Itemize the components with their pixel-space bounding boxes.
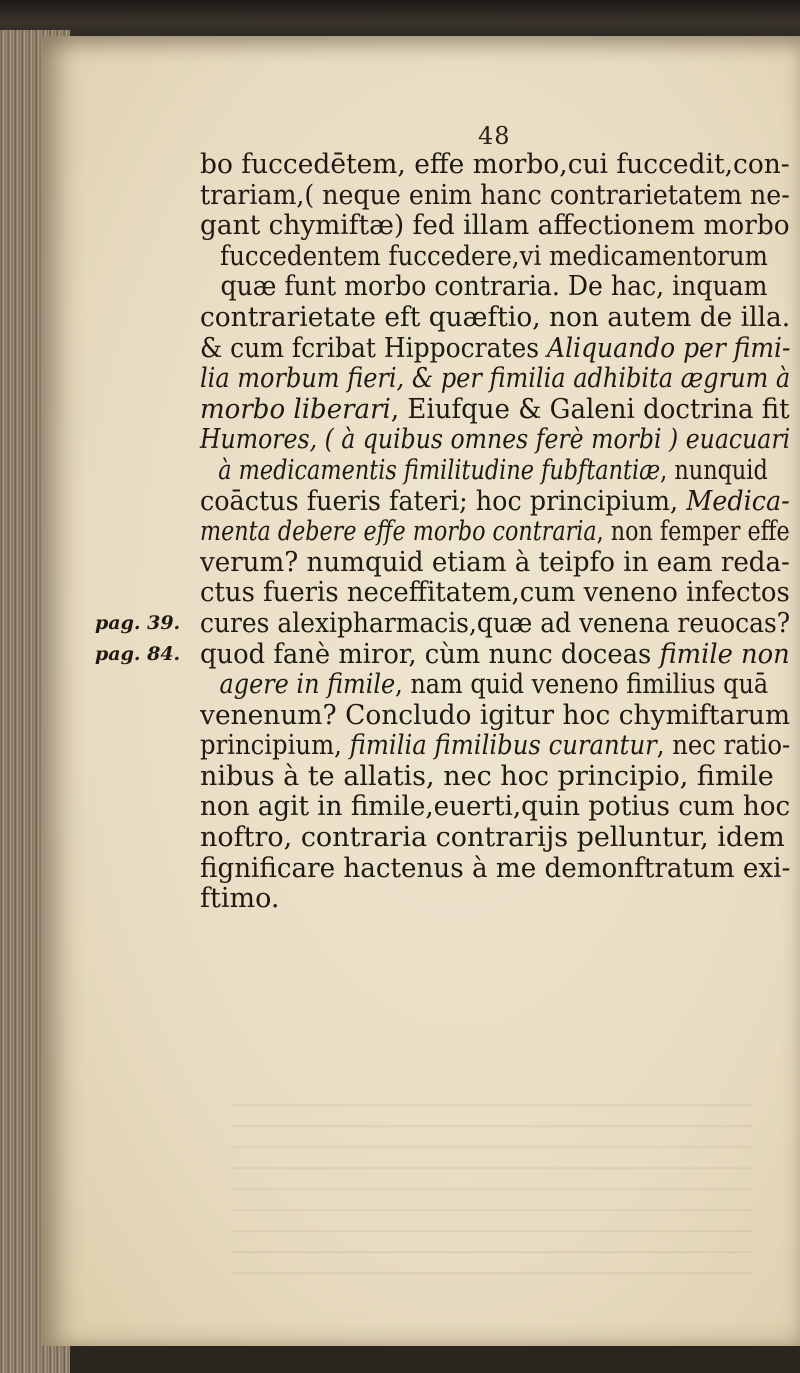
text-run: , nam quid veneno fimilius quā: [395, 669, 769, 701]
text-run: gant chymiftæ) fed illam affectionem morbo: [200, 210, 790, 242]
text-line: [200, 179, 790, 212]
text-run: cures alexipharmacis,quæ ad venena reuocas?: [200, 607, 791, 639]
text-run: venenum? Concludo igitur hoc chymiftarum: [200, 699, 791, 731]
text-line: [200, 699, 791, 732]
text-run: principium,: [200, 730, 350, 762]
page-number: 48: [478, 122, 511, 150]
italic-run: menta debere effe morbo contraria: [200, 516, 597, 548]
text-run: contrarietate eft quæftio, non autem de illa.: [200, 301, 791, 333]
text-run: , nunquid: [660, 454, 768, 486]
italic-run: fimile non: [659, 638, 790, 670]
text-line: [200, 301, 791, 334]
text-line: [200, 332, 791, 365]
text-run: , non femper effe: [596, 516, 790, 548]
show-through-bleed: [232, 1086, 752, 1286]
text-line: [200, 852, 791, 885]
text-line: [200, 730, 791, 762]
text-line: [200, 240, 768, 273]
text-line: [200, 823, 790, 854]
text-line: [200, 485, 790, 518]
text-run: noftro, contraria contrarijs pelluntur, idem: [200, 822, 785, 854]
text-run: ctus fueris neceffitatem,cum veneno infectos: [200, 577, 790, 609]
text-line: [200, 149, 790, 181]
italic-run: lia morbum fieri, & per fimilia adhibita ægrum à: [200, 363, 791, 395]
text-run: non agit in fimile,euerti,quin potius cum hoc: [200, 791, 791, 823]
text-line: [200, 516, 790, 548]
text-line: [200, 210, 790, 242]
text-run: fuccedentem fuccedere,vi medicamentorum: [219, 240, 768, 272]
text-run: coāctus fueris fateri; hoc principium,: [200, 485, 687, 517]
italic-run: à medicamentis fimilitudine fubftantiæ: [218, 454, 661, 486]
italic-run: Medica-: [686, 485, 790, 517]
text-run: quod fanè miror, cùm nunc doceas: [200, 638, 660, 670]
text-line: [200, 454, 768, 487]
text-run: , Eiufque & Galeni doctrina fit: [390, 393, 790, 425]
text-run: nibus à te allatis, nec hoc principio, fimile: [200, 760, 774, 792]
text-line: [200, 363, 791, 395]
text-line: [200, 424, 791, 456]
text-line: [200, 791, 791, 823]
text-line: [200, 638, 790, 671]
text-line: [200, 607, 791, 640]
italic-run: Humores, ( à quibus omnes ferè morbi ) euacuari: [200, 424, 791, 456]
body-text: [200, 150, 790, 915]
text-run: ftimo.: [200, 883, 280, 915]
text-run: bo fuccedētem, effe morbo,cui fuccedit,con-: [200, 149, 790, 180]
text-line: [200, 546, 790, 579]
text-run: & cum fcribat Hippocrates: [200, 332, 548, 364]
italic-run: agere in fimile: [219, 669, 396, 701]
italic-run: Aliquando per fimi-: [547, 332, 791, 364]
text-run: verum? numquid etiam à teipfo in eam reda-: [200, 546, 790, 578]
text-line: [200, 669, 769, 701]
text-run: quæ funt morbo contraria. De hac, inquam: [220, 271, 768, 303]
margin-note: pag. 39.: [95, 612, 181, 634]
text-line: [200, 762, 790, 793]
margin-notes: [95, 608, 180, 669]
text-run: fignificare hactenus à me demonftratum exi-: [200, 852, 791, 884]
italic-run: morbo liberari: [200, 393, 391, 425]
margin-note: pag. 84.: [95, 642, 181, 665]
text-line: [200, 271, 768, 303]
text-run: trariam,( neque enim hanc contrarietatem ne-: [200, 179, 790, 211]
text-run: , nec ratio-: [656, 730, 791, 762]
text-line: [200, 577, 790, 609]
text-line: [200, 393, 790, 426]
italic-run: fimilia fimilibus curantur: [349, 730, 657, 762]
text-line: [200, 884, 790, 915]
